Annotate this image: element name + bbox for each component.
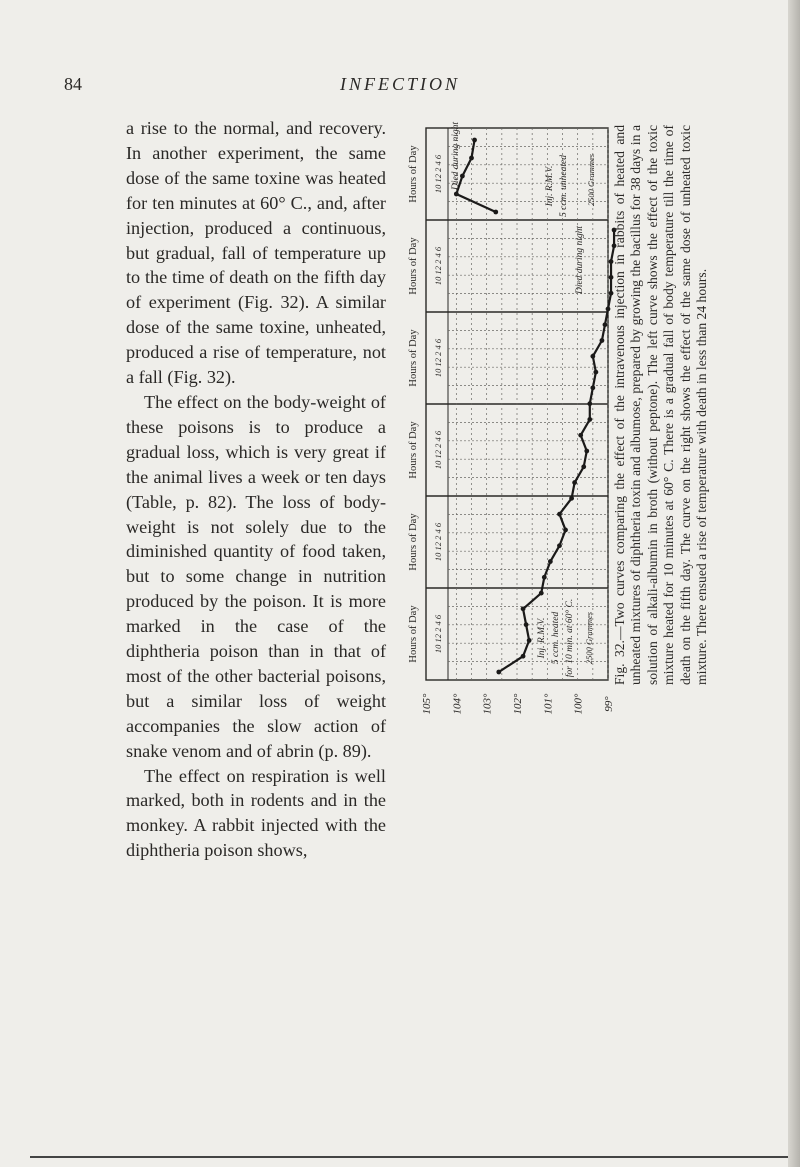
page-number: 84 [64,74,82,94]
hours-of-day-label: Hours of Day [408,605,419,663]
heated-annotation: for 10 min. at 60° C. [565,598,575,678]
heated-series-point [557,512,562,517]
heated-series-point [581,464,586,469]
heated-series-point [557,543,562,548]
unheated-series-point [472,138,477,143]
hours-of-day-label: Hours of Day [408,421,419,479]
heated-series-point [572,480,577,485]
heated-series-point [578,433,583,438]
heated-died-annotation: Died during night [575,225,585,295]
hours-of-day-label: Hours of Day [408,513,419,571]
heated-series-point [548,559,553,564]
unheated-annotation: 2500 Grammes [586,153,596,207]
heated-series-point [521,654,526,659]
temperature-tick-label: 103° [481,693,494,715]
heated-series-point [606,307,611,312]
heated-series-point [593,370,598,375]
body-text [126,116,386,863]
unheated-annotation: Died during night [451,121,461,191]
heated-series-point [521,606,526,611]
temperature-tick-label: 102° [512,693,524,715]
heated-series-point [584,449,589,454]
heated-series-point [587,401,592,406]
bottom-rule [30,1156,790,1158]
heated-series-point [603,322,608,327]
heated-annotation: 2500 Grammes [584,611,594,665]
hours-of-day-ticks: 10 12 2 4 6 [433,154,443,194]
unheated-annotation: 5 ccm. unheated [559,155,569,217]
heated-series-line [499,230,614,672]
temperature-tick-label: 105° [421,693,433,715]
heated-series-point [542,575,547,580]
temperature-chart [386,118,615,728]
heated-series-point [563,528,568,533]
unheated-series-point [493,210,498,215]
hours-of-day-label: Hours of Day [408,237,419,295]
unheated-series-point [454,192,459,197]
hours-of-day-ticks: 10 12 2 4 6 [433,246,443,286]
heated-series-point [539,591,544,596]
heated-series-point [590,385,595,390]
unheated-series-point [469,156,474,161]
paragraph: a rise to the normal, and recovery. In another experiment, the same dose of the same toxine was heated for ten minutes at 60° C., and, after injection, produced a continuous, but gradual, fall of temperature up to the time of death on the fifth day of experiment (Fig. 32). A similar dose of the same toxine, unheated, produced a rise of temperature, not a fall (Fig. 32). [126,118,386,388]
paragraph: The effect on the body-weight of these poisons is to produce a gradual loss, which is very great if the animal lives a week or ten days (Table, p. 82). The loss of body-weight is not solely due to the diminished quantity of food taken, but to some change in nutrition produced by the poison. It is more marked in the case of the diphtheria poison than in that of most of the other bacterial poisons, but a similar loss of weight accompanies the slow action of snake venom and of abrin (p. 89). [126,391,386,761]
hours-of-day-ticks: 10 12 2 4 6 [433,338,443,378]
heated-series-point [569,496,574,501]
hours-of-day-label: Hours of Day [408,329,419,387]
heated-series-point [587,417,592,422]
temperature-tick-label: 100° [572,693,585,715]
heated-annotation: 5 ccm. heated [551,611,561,665]
figure-caption: Fig. 32.—Two curves comparing the effect of the intravenous injection in rabbits of heated and unheated mixtures of diphtheria toxin and albumose, prepared by growing the bacillus for 38 days in a solution of alkali-albumin in broth (without peptone). The left curve shows the effect of the toxic mixture heated for 10 minutes at 60° C. There is a gradual fall of body temperature till the time of death on the fifth day. The curve on the right shows the effect of the same dose of unheated toxic mixture. There ensued a rise of temperature with death in less than 24 hours. [612,125,710,685]
hours-of-day-ticks: 10 12 2 4 6 [433,522,443,562]
heated-series-point [496,670,501,675]
temperature-tick-label: 101° [542,693,555,715]
hours-of-day-label: Hours of Day [408,145,419,203]
page-edge [788,0,800,1167]
hours-of-day-ticks: 10 12 2 4 6 [433,430,443,470]
hours-of-day-ticks: 10 12 2 4 6 [433,614,443,654]
temperature-tick-label: 104° [451,693,464,715]
heated-series-point [524,622,529,627]
heated-series-point [590,354,595,359]
heated-annotation: Inj. R.M.V. [537,617,547,659]
heated-series-point [527,638,532,643]
paragraph: The effect on respiration is well marked, both in rodents and in the monkey. A rabbit injected with the diphtheria poison shows, [126,765,386,861]
running-head: INFECTION [339,74,460,94]
unheated-annotation: Inj. R.M.V. [545,165,555,207]
temperature-tick-label: 99° [603,696,615,712]
heated-series-point [600,338,605,343]
